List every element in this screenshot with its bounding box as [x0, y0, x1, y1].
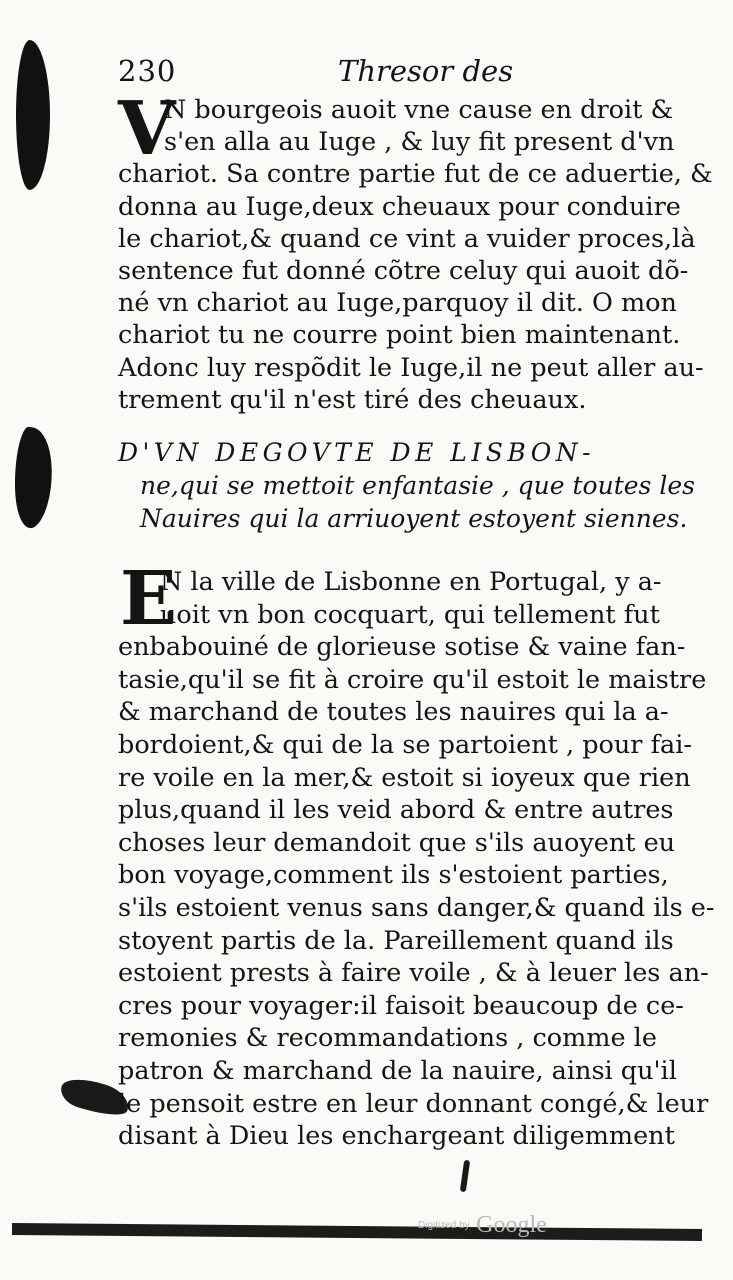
- digitized-watermark: [418, 1212, 547, 1239]
- text-line: plus,quand il les veid abord & entre autres: [118, 795, 674, 826]
- text-line: s'ils estoient venus sans danger,& quand ils e-: [118, 892, 715, 923]
- text-line: né vn chariot au Iuge,parquoy il dit. O mon: [118, 288, 677, 319]
- page-number: 230: [118, 54, 177, 88]
- google-logo-text: Google: [476, 1212, 547, 1238]
- text-line: le pensoit estre en leur donnant congé,& leur: [118, 1088, 709, 1119]
- ink-mark: [460, 1160, 470, 1193]
- story-paragraph: [118, 566, 715, 1153]
- text-line: N bourgeois auoit vne cause en droit &: [164, 95, 674, 125]
- watermark-prefix: Digitized by: [418, 1220, 470, 1231]
- text-line: s'en alla au Iuge , & luy fit present d'vn: [164, 127, 675, 158]
- text-line: bordoient,& qui de la se partoient , pour fai-: [118, 729, 692, 760]
- running-head: [118, 54, 648, 90]
- text-line: chariot. Sa contre partie fut de ce aduertie, &: [118, 159, 713, 190]
- scan-blot: [16, 40, 50, 190]
- text-line: choses leur demandoit que s'ils auoyent eu: [118, 827, 676, 858]
- text-line: uoit vn bon cocquart, qui tellement fut: [160, 599, 660, 630]
- text-line: remonies & recommandations , comme le: [118, 1023, 657, 1054]
- text-line: le chariot,& quand ce vint a vuider proces,là: [118, 223, 696, 254]
- scan-edge-bar: [12, 1223, 702, 1241]
- drop-cap: V: [118, 86, 176, 172]
- section-heading: [118, 436, 695, 535]
- text-line: cres pour voyager:il faisoit beaucoup de ce-: [118, 990, 684, 1021]
- text-line: patron & marchand de la nauire, ainsi qu'il: [118, 1055, 677, 1086]
- heading-line: Nauires qui la arriuoyent estoyent siennes.: [140, 504, 688, 533]
- text-line: N la ville de Lisbonne en Portugal, y a-: [160, 567, 662, 597]
- scan-blot: [7, 426, 59, 530]
- text-line: disant à Dieu les enchargeant diligemment: [118, 1121, 675, 1152]
- heading-line: ne,qui se mettoit enfantasie , que toutes les: [140, 471, 695, 500]
- text-line: enbabouiné de glorieuse sotise & vaine fan-: [118, 632, 686, 663]
- story-paragraph: [118, 86, 713, 416]
- text-line: trement qu'il n'est tiré des cheuaux.: [118, 384, 587, 415]
- heading-line: D'VN DEGOVTE DE LISBON-: [118, 438, 596, 467]
- text-line: stoyent partis de la. Pareillement quand ils: [118, 925, 674, 956]
- text-line: chariot tu ne courre point bien maintenant.: [118, 320, 681, 351]
- text-line: & marchand de toutes les nauires qui la a-: [118, 697, 669, 728]
- text-line: re voile en la mer,& estoit si ioyeux que rien: [118, 762, 691, 793]
- running-title: Thresor des: [338, 54, 514, 88]
- text-line: estoient prests à faire voile , & à leuer les an-: [118, 958, 709, 989]
- drop-cap: E: [120, 556, 177, 642]
- text-line: Adonc luy respõdit le Iuge,il ne peut aller au-: [118, 352, 704, 383]
- text-line: donna au Iuge,deux cheuaux pour conduire: [118, 191, 681, 222]
- text-line: sentence fut donné cõtre celuy qui auoit dõ-: [118, 256, 689, 287]
- text-line: bon voyage,comment ils s'estoient parties,: [118, 860, 669, 891]
- text-line: tasie,qu'il se fit à croire qu'il estoit le maistre: [118, 664, 707, 695]
